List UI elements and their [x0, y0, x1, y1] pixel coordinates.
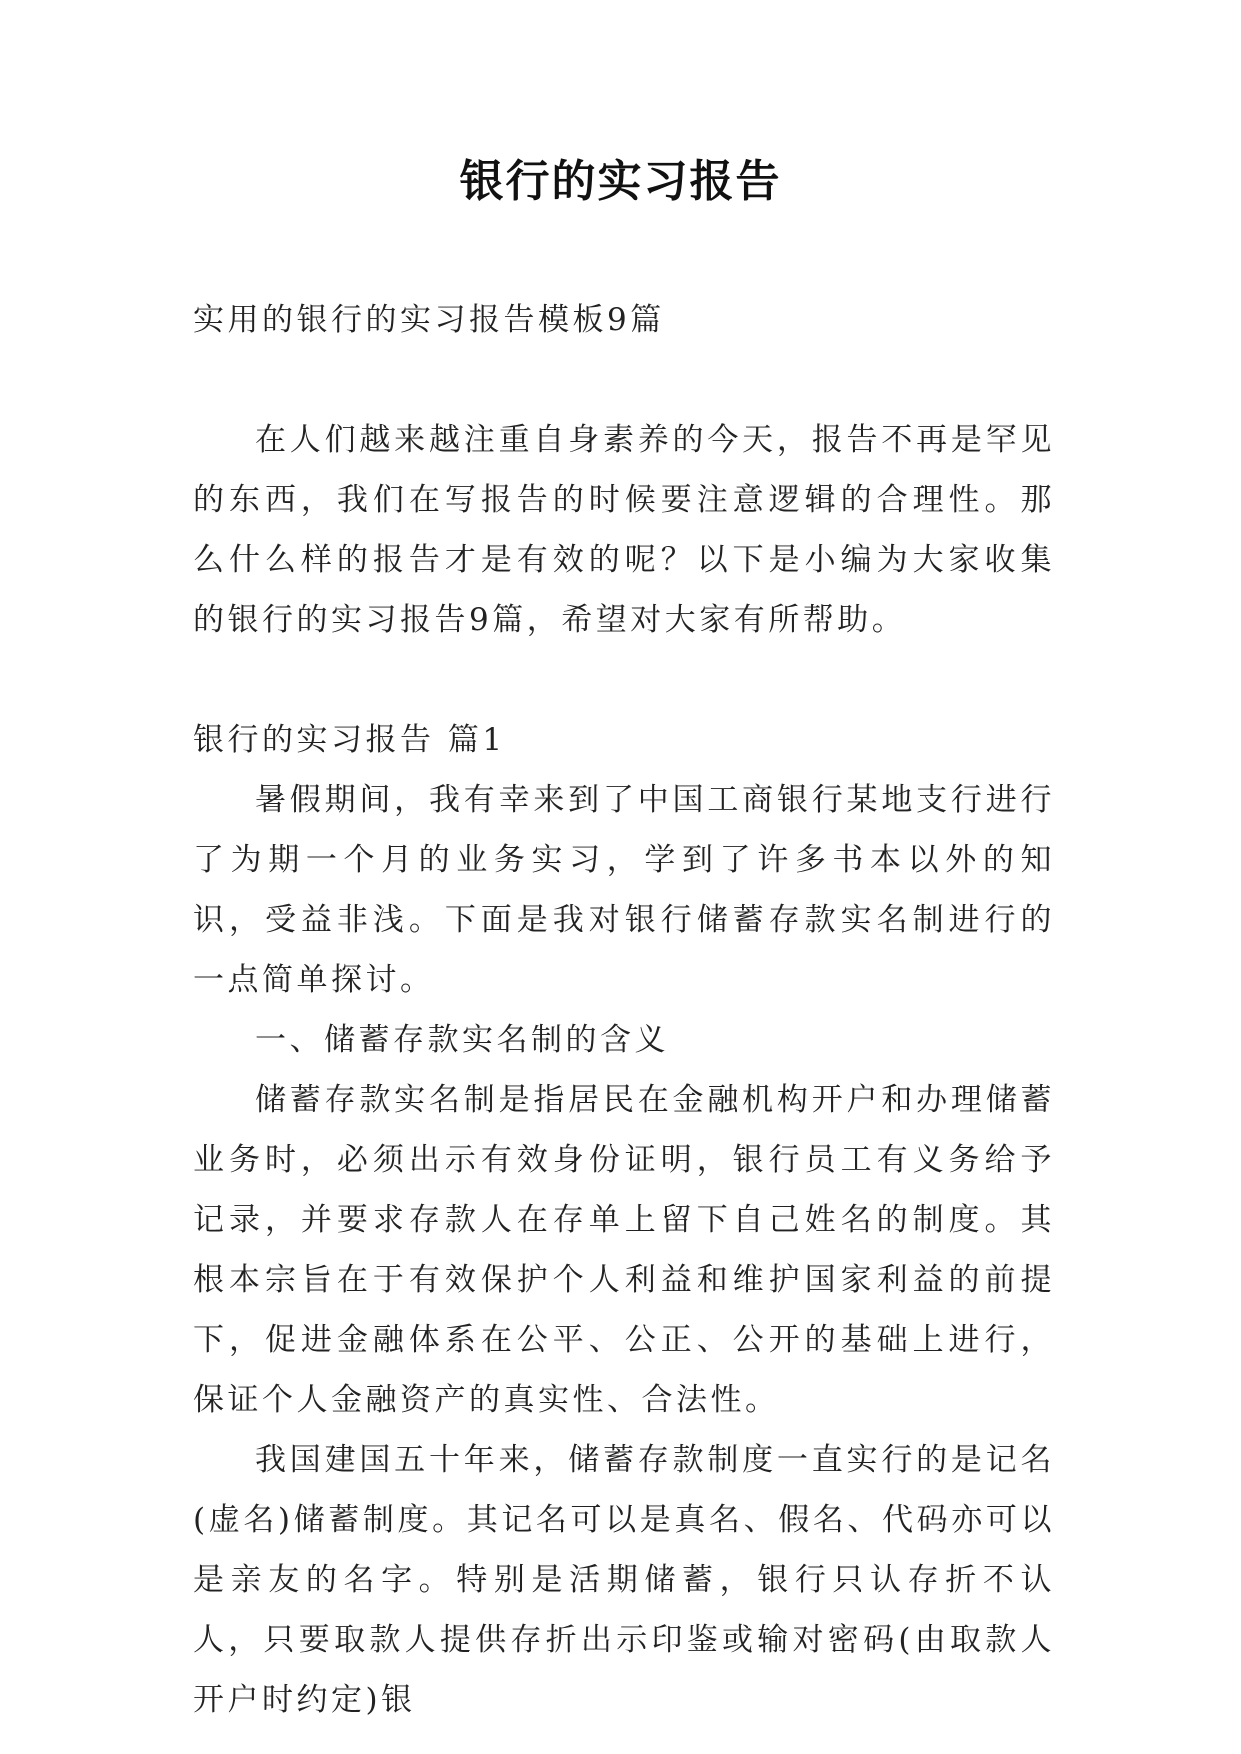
section-heading: 银行的实习报告 篇1: [193, 722, 506, 758]
body-paragraph: 储蓄存款实名制是指居民在金融机构开户和办理储蓄业务时，必须出示有效身份证明，银行员工有义务给予记录，并要求存款人在存单上留下自己姓名的制度。其根本宗旨在于有效保护个人利益和维护国家利益的前提下，促进金融体系在公平、公正、公开的基础上进行，保证个人金融资产的真实性、合法性。: [193, 1082, 1055, 1418]
document-subtitle: 实用的银行的实习报告模板9篇: [193, 302, 665, 338]
document-body: [193, 290, 1055, 1730]
body-paragraph: 我国建国五十年来，储蓄存款制度一直实行的是记名(虚名)储蓄制度。其记名可以是真名、假名、代码亦可以是亲友的名字。特别是活期储蓄，银行只认存折不认人，只要取款人提供存折出示印鉴或输对密码(由取款人开户时约定)银: [193, 1442, 1055, 1718]
subsection-heading: 一、储蓄存款实名制的含义: [255, 1022, 669, 1058]
body-paragraph: 暑假期间，我有幸来到了中国工商银行某地支行进行了为期一个月的业务实习，学到了许多书本以外的知识，受益非浅。下面是我对银行储蓄存款实名制进行的一点简单探讨。: [193, 782, 1055, 998]
document-title: 银行的实习报告: [459, 156, 782, 207]
intro-paragraph: 在人们越来越注重自身素养的今天，报告不再是罕见的东西，我们在写报告的时候要注意逻辑的合理性。那么什么样的报告才是有效的呢？以下是小编为大家收集的银行的实习报告9篇，希望对大家有所帮助。: [193, 422, 1055, 638]
